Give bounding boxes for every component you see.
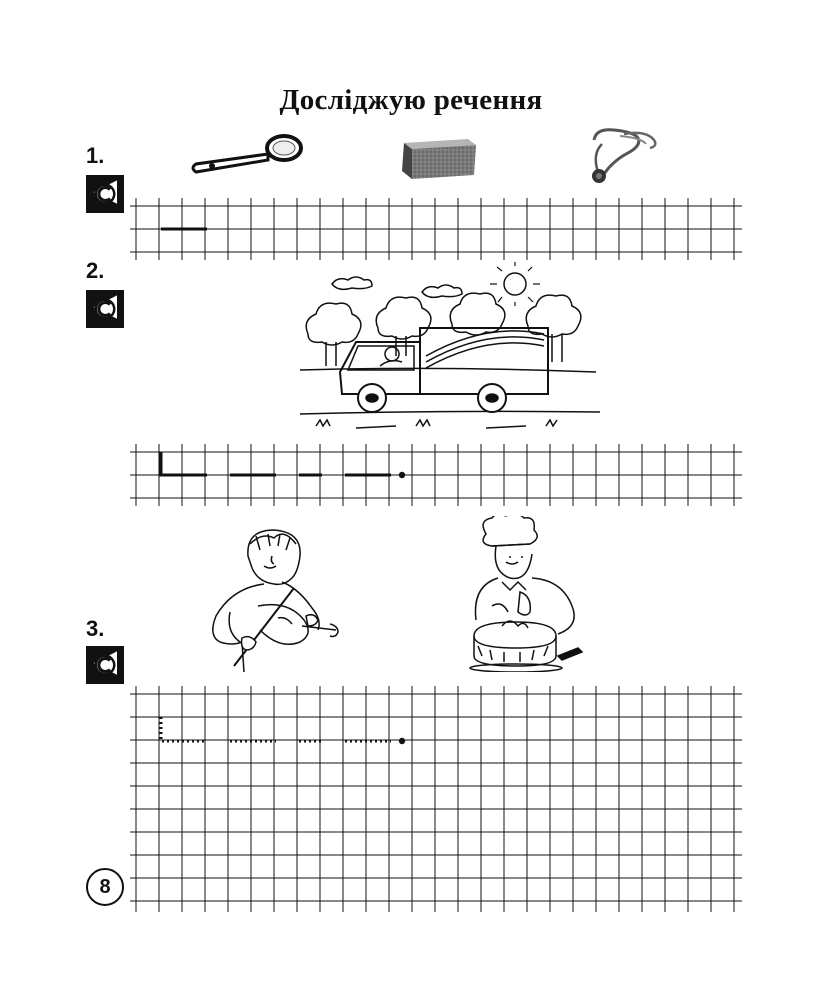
dotted-sentence-scheme (161, 717, 391, 741)
write-sentence-icon (86, 175, 124, 213)
violinist-icon (202, 526, 344, 672)
exercise-number-3: 3. (86, 616, 105, 641)
magnifier-icon (188, 128, 308, 178)
brick-icon (398, 135, 478, 183)
sentence-end-dot (399, 472, 405, 478)
write-sentence-icon (86, 646, 124, 684)
sentence-scheme (161, 452, 391, 475)
page-title: Досліджую речення (279, 84, 543, 116)
chef-cake-icon (462, 516, 594, 672)
truck-scene-icon (296, 262, 606, 434)
writing-grid-1[interactable] (130, 198, 742, 260)
exercise-number-2: 2. (86, 258, 105, 283)
write-sentence-icon (86, 290, 124, 328)
writing-grid-2[interactable] (130, 444, 742, 506)
exercise-number-1: 1. (86, 143, 105, 168)
writing-grid-3[interactable] (130, 686, 742, 912)
stethoscope-icon (584, 124, 664, 186)
sentence-end-dot (399, 738, 405, 744)
page-number: 8 (86, 868, 124, 906)
